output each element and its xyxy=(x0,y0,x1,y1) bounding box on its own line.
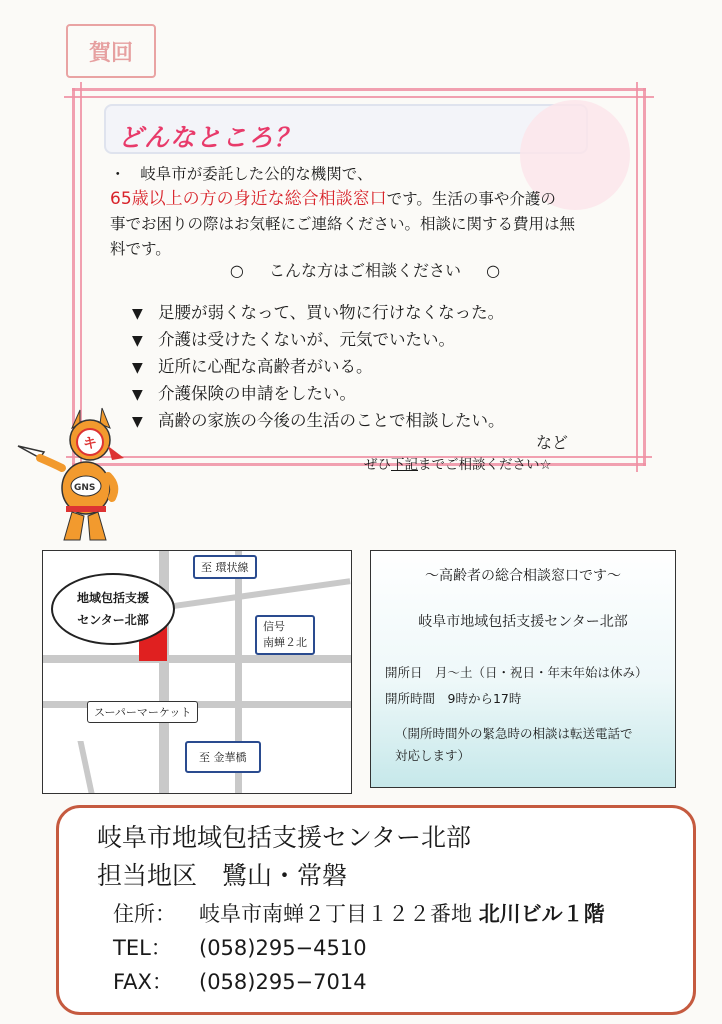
section-heading: どんなところ？ xyxy=(118,123,301,152)
list-item-text: 介護保険の申請をしたい。 xyxy=(158,384,356,403)
circle-mark-left: ○ xyxy=(229,261,244,280)
triangle-down-icon: ▼ xyxy=(132,387,143,403)
fax-label: FAX： xyxy=(113,970,173,994)
triangle-down-icon: ▼ xyxy=(132,414,143,430)
contact-card xyxy=(56,805,696,1015)
contact-note xyxy=(364,453,552,473)
intro-line3: 事でお困りの際はお気軽にご連絡ください。相談に関する費用は無 xyxy=(110,215,576,233)
list-item-text: 高齢の家族の今後の生活のことで相談したい。 xyxy=(158,411,505,430)
contact-note-suffix: までご相談ください☆ xyxy=(418,457,552,473)
tel-value[interactable]: (058)295−4510 xyxy=(199,936,367,960)
map-road xyxy=(43,655,351,663)
consult-heading xyxy=(110,258,620,281)
intro-line4: 料です。 xyxy=(110,240,171,258)
bubble-line1: 地域包括支援 xyxy=(76,591,149,605)
info-emergency xyxy=(395,723,633,767)
list-item-text: 足腰が弱くなって、買い物に行けなくなった。 xyxy=(158,303,505,322)
map-road xyxy=(77,741,94,793)
location-map xyxy=(42,550,352,794)
card-area: 担当地区 鷺山・常磐 xyxy=(97,861,348,890)
contact-note-prefix: ぜひ xyxy=(364,457,391,473)
list-item xyxy=(132,327,505,354)
list-item xyxy=(132,381,505,408)
info-emergency-line2: 対応します） xyxy=(395,748,471,763)
mascot-label: GNS xyxy=(74,483,96,493)
map-bubble xyxy=(51,573,175,645)
triangle-down-icon: ▼ xyxy=(132,306,143,322)
triangle-down-icon: ▼ xyxy=(132,333,143,349)
card-fax-row xyxy=(113,966,367,996)
circle-mark-right: ○ xyxy=(486,261,501,280)
info-open-hours: 開所時間 9時から17時 xyxy=(385,691,522,706)
info-title: 〜高齢者の総合相談窓口です〜 xyxy=(425,568,621,584)
corner-stamp: 賀回 xyxy=(66,24,156,78)
map-road xyxy=(167,578,350,610)
signal-line2: 南蝉２北 xyxy=(263,636,307,649)
info-emergency-line1: （開所時間外の緊急時の相談は転送電話で xyxy=(395,726,633,741)
tel-label: TEL： xyxy=(113,936,172,960)
info-center-name: 岐阜市地域包括支援センター北部 xyxy=(418,614,628,630)
address-building: 北川ビル１階 xyxy=(478,902,605,926)
intro-bullet: ・ xyxy=(110,165,126,183)
contact-note-link: 下記 xyxy=(391,457,418,473)
etc-text: など xyxy=(536,433,569,452)
triangle-down-icon: ▼ xyxy=(132,360,143,376)
label-to-ring-road: 至 環状線 xyxy=(193,555,257,579)
intro-line2: です。生活の事や介護の xyxy=(386,190,556,208)
consult-heading-text: こんな方はご相談ください xyxy=(268,261,461,280)
info-panel xyxy=(370,550,676,788)
card-tel-row xyxy=(113,932,367,962)
mascot-hero-icon xyxy=(10,406,128,546)
info-open-days: 開所日 月〜土（日・祝日・年末年始は休み） xyxy=(385,665,648,680)
svg-text:キ: キ xyxy=(83,436,97,452)
address-value: 岐阜市南蝉２丁目１２２番地 xyxy=(199,902,472,926)
list-item-text: 介護は受けたくないが、元気でいたい。 xyxy=(158,330,455,349)
list-item xyxy=(132,300,505,327)
list-item-text: 近所に心配な高齢者がいる。 xyxy=(158,357,373,376)
list-item xyxy=(132,354,505,381)
consult-list xyxy=(132,300,505,435)
fax-value: (058)295−7014 xyxy=(199,970,367,994)
card-address-row xyxy=(113,898,605,928)
bubble-line2: センター北部 xyxy=(77,613,149,627)
label-supermarket: スーパーマーケット xyxy=(87,701,198,723)
address-label: 住所： xyxy=(113,902,176,926)
label-to-kinka-bridge: 至 金華橋 xyxy=(185,741,261,773)
intro-text xyxy=(110,162,620,262)
list-item xyxy=(132,408,505,435)
label-signal xyxy=(255,615,315,655)
intro-line1: 岐阜市が委託した公的な機関で、 xyxy=(140,165,373,183)
signal-line1: 信号 xyxy=(263,620,285,633)
card-title: 岐阜市地域包括支援センター北部 xyxy=(97,823,472,852)
intro-highlight: 65歳以上の方の身近な総合相談窓口 xyxy=(110,189,387,209)
